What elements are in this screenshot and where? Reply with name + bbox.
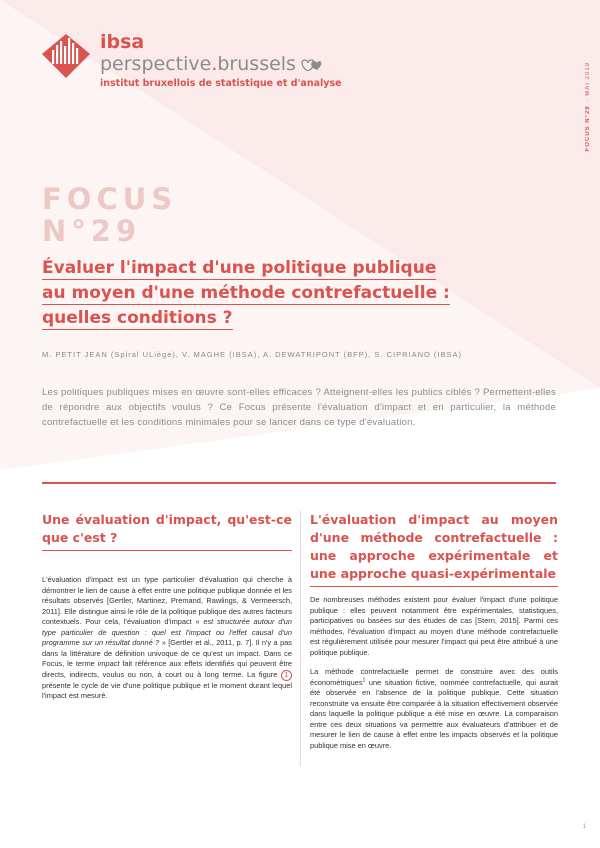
side-date: MAI 2019: [585, 62, 591, 96]
document-title: [42, 256, 472, 331]
left-heading-underline: [42, 550, 292, 551]
right-p2-part-b: une situation fictive, nommée contrefactuelle, qui aurait été observée en l'absence de la politique publique. Cette situation reconstruite va ensuite être comparée à la situation effectivement observée dans laquelle la politique publique a été mise en œuvre. La comparaison entre ces deux situations va permettre aux évaluateurs d'attribuer et de mesurer le lien de cause à effet entre les impacts observés et la politique publique mise en œuvre.: [310, 677, 558, 750]
side-issue-label: [585, 62, 591, 151]
right-section-body: [310, 595, 558, 751]
section-divider: [42, 482, 556, 484]
title-line-3: quelles conditions ?: [42, 308, 233, 328]
right-paragraph-1: De nombreuses méthodes existent pour évaluer l'impact d'une politique publique : elles peuvent notamment être expérimentales, statistiques, participatives ou basées sur des études de cas [Stern, 2015]. Parmi ces méthodes, l'évaluation d'impact au moyen d'une méthode contrefactuelle est régulièrement utilisée pour mesurer l'impact qui peut être attribué à une politique publique.: [310, 595, 558, 657]
logo-perspective-text: perspective: [100, 53, 212, 75]
left-column: [42, 511, 292, 702]
logo-perspective-brussels: [100, 53, 342, 75]
figure-reference-link[interactable]: 1: [281, 670, 292, 681]
right-paragraph-2: [310, 667, 558, 751]
footnote-ref-1[interactable]: 1: [362, 677, 366, 684]
ibsa-logo-mark-icon: [40, 32, 92, 80]
focus-label: FOCUS: [42, 182, 178, 216]
right-column: [310, 511, 558, 751]
left-p1-impact-term: impact: [97, 659, 120, 668]
left-p1-part-d: présente le cycle de vie d'une politique publique et le moment durant lequel l'impact est mesuré.: [42, 680, 292, 700]
title-line-1: Évaluer l'impact d'une politique publique: [42, 258, 437, 278]
side-separator: –: [585, 95, 591, 106]
logo-brussels-text: brussels: [217, 53, 296, 75]
focus-number-heading: [42, 183, 177, 247]
right-p2-part-a: La méthode contrefactuelle permet de construire avec des outils économétriques: [310, 667, 558, 687]
left-section-body: [42, 575, 292, 702]
title-line-2: au moyen d'une méthode contrefactuelle :: [42, 283, 450, 303]
side-focus-number: FOCUS N°29: [585, 105, 591, 152]
issue-number: N°29: [42, 214, 142, 248]
right-section-heading: L'évaluation d'impact au moyen d'une méthode contrefactuelle : une approche expérimentale et une approche quasi-expérimentale: [310, 512, 558, 581]
heart-logo-icon: [300, 57, 322, 71]
logo-subtitle: institut bruxellois de statistique et d'analyse: [100, 78, 342, 89]
logo-dot-text: .: [211, 53, 218, 75]
ibsa-logo: [40, 32, 342, 89]
left-p1-part-b: » [Gertler et al., 2011, p. 7]. Il n'y a pas dans la littérature de définition univoque de ce qu'est un impact. Dans ce Focus, le terme: [42, 638, 292, 668]
page-number: 1: [582, 824, 586, 830]
left-p1-part-a: L'évaluation d'impact est un type particulier d'évaluation qui cherche à démontrer le lien de cause à effet entre une politique publique donnée et les résultats observés [Gertler, Martinez, Premand, Rawlings, & Vermeersch, 2011]. Elle distingue ainsi le rôle de la politique publique des autres facteurs contextuels. Pour cela, l'évaluation d'impact «: [42, 575, 292, 626]
left-section-heading: Une évaluation d'impact, qu'est-ce que c'est ?: [42, 512, 292, 545]
intro-paragraph: Les politiques publiques mises en œuvre sont-elles efficaces ? Atteignent-elles les publics ciblés ? Permettent-elles de répondre aux objectifs voulus ? Ce Focus présente l'évaluation d'impact et en particulier, la méthode contrefactuelle et les conditions minimales pour se lancer dans ce type d'évaluation.: [42, 387, 556, 428]
right-heading-underline: [310, 586, 558, 587]
column-divider: [300, 511, 301, 766]
authors-line: M. PETIT JEAN (Spiral ULiège), V. MAGHE (IBSA), A. DEWATRIPONT (BFP), S. CIPRIANO (IBSA): [42, 350, 463, 359]
left-paragraph-1: [42, 575, 292, 702]
left-p1-part-c: fait référence aux effets identifiés qui peuvent être directs, indirects, voulus ou non, à court ou à long terme. La figure: [42, 659, 292, 679]
logo-ibsa-text: ibsa: [100, 31, 145, 53]
left-p1-quote: est structurée autour d'un type particulier de question : quel est l'impact ou l'effet causal d'un programme sur un résultat donné ?: [42, 617, 292, 647]
